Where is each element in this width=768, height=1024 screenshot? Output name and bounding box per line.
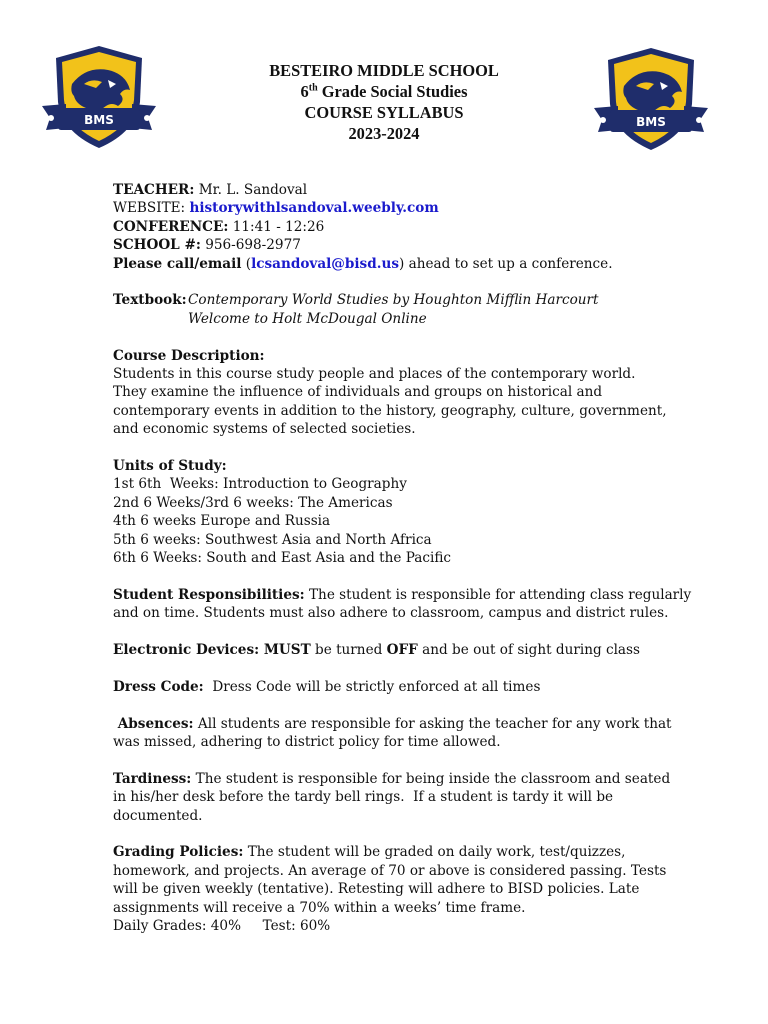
course-description-text: contemporary events in addition to the history, geography, culture, government, [113,402,667,419]
textbook-line: Textbook: Contemporary World Studies by Houghton Mifflin Harcourt [113,292,599,309]
syllabus-body [113,181,692,936]
textbook-line-2: Welcome to Holt McDougal Online [188,310,427,327]
course-description-text: Students in this course study people and places of the contemporary world. [113,366,636,383]
logo-text: BMS [84,113,114,127]
course-description-text: They examine the influence of individuals and groups on historical and [113,384,603,401]
logo-text: BMS [636,115,666,129]
tardiness-text: in his/her desk before the tardy bell rings. If a student is tardy it will be [113,789,614,806]
grading-text: assignments will receive a 70% within a weeks’ time frame. [113,899,526,916]
absences-text: was missed, adhering to district policy for time allowed. [113,734,501,751]
school-logo-left [36,44,162,150]
dress-code-text: Dress Code: Dress Code will be strictly enforced at all times [113,678,541,695]
conference-line: CONFERENCE: 11:41 - 12:26 [113,218,325,235]
unit-item: 1st 6th Weeks: Introduction to Geography [113,476,407,493]
school-logo-right [588,46,714,152]
document-title: COURSE SYLLABUS [304,103,464,122]
school-year: 2023-2024 [348,124,420,143]
units-heading: Units of Study: [113,458,227,475]
unit-item: 6th 6 Weeks: South and East Asia and the Pacific [113,550,451,567]
course-description-heading: Course Description: [113,347,265,364]
school-name: BESTEIRO MIDDLE SCHOOL [269,61,499,80]
grading-text: will be given weekly (tentative). Retesting will adhere to BISD policies. Late [113,881,640,898]
school-phone-line: SCHOOL #: 956-698-2977 [113,237,301,254]
grading-text: homework, and projects. An average of 70 or above is considered passing. Tests [113,862,667,879]
email-link[interactable]: lcsandoval@bisd.us [251,255,399,272]
grade-weights: Daily Grades: 40% Test: 60% [113,918,331,935]
document-header [184,60,584,144]
contact-line: Please call/email (lcsandoval@bisd.us) ahead to set up a conference. [113,255,613,272]
course-description-text: and economic systems of selected societies. [113,421,416,438]
unit-item: 4th 6 weeks Europe and Russia [113,513,331,530]
tardiness-text: documented. [113,807,203,824]
unit-item: 2nd 6 Weeks/3rd 6 weeks: The Americas [113,494,393,511]
absences-text: Absences: All students are responsible for asking the teacher for any work that [113,715,672,732]
unit-item: 5th 6 weeks: Southwest Asia and North Africa [113,531,432,548]
responsibilities-text: and on time. Students must also adhere to classroom, campus and district rules. [113,605,669,622]
website-line: WEBSITE: historywithlsandoval.weebly.com [113,200,439,217]
teacher-line: TEACHER: Mr. L. Sandoval [113,182,308,198]
devices-text: Electronic Devices: MUST be turned OFF and be out of sight during class [113,642,640,659]
course-name: 6th Grade Social Studies [300,82,468,101]
tardiness-text: Tardiness: The student is responsible for being inside the classroom and seated [113,770,671,787]
grading-text: Grading Policies: The student will be graded on daily work, test/quizzes, [113,844,626,861]
responsibilities-text: Student Responsibilities: The student is responsible for attending class regularly [113,586,692,603]
website-link[interactable]: historywithlsandoval.weebly.com [189,200,439,217]
